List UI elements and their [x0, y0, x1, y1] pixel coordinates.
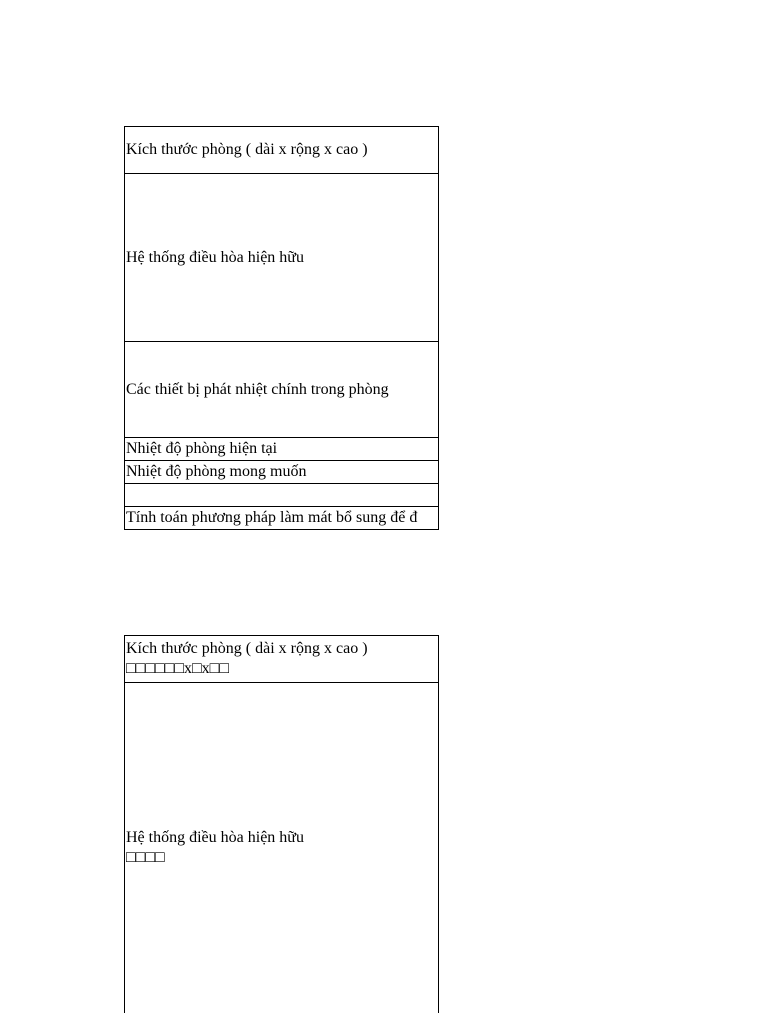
table-row: [125, 683, 439, 1013]
existing-hvac-cell[interactable]: Hệ thống điều hòa hiện hữu: [125, 174, 439, 342]
current-temp-cell[interactable]: Nhiệt độ phòng hiện tại: [125, 438, 439, 461]
room-size-cell[interactable]: Kích thước phòng ( dài x rộng x cao ): [125, 127, 439, 174]
existing-hvac-label: Hệ thống điều hòa hiện hữu: [126, 828, 304, 846]
table-row: [125, 507, 439, 530]
room-size-sublabel: □□□□□□x□x□□: [126, 660, 229, 677]
table-row: [125, 174, 439, 342]
table-row: [125, 484, 439, 507]
room-size-cell[interactable]: [125, 636, 439, 683]
existing-hvac-cell[interactable]: [125, 683, 439, 1013]
heat-devices-cell[interactable]: Các thiết bị phát nhiệt chính trong phòng: [125, 342, 439, 438]
table-row: [125, 461, 439, 484]
table-row: [125, 127, 439, 174]
table-row: [125, 342, 439, 438]
existing-hvac-sublabel: □□□□: [126, 848, 165, 866]
empty-cell[interactable]: [125, 484, 439, 507]
desired-temp-cell[interactable]: Nhiệt độ phòng mong muốn: [125, 461, 439, 484]
room-info-table-bilingual: [124, 635, 439, 1013]
room-info-table: [124, 126, 439, 530]
cooling-calc-cell[interactable]: Tính toán phương pháp làm mát bổ sung để đ: [125, 507, 439, 530]
table-row: [125, 438, 439, 461]
room-size-label: Kích thước phòng ( dài x rộng x cao ): [126, 640, 368, 657]
table-row: [125, 636, 439, 683]
